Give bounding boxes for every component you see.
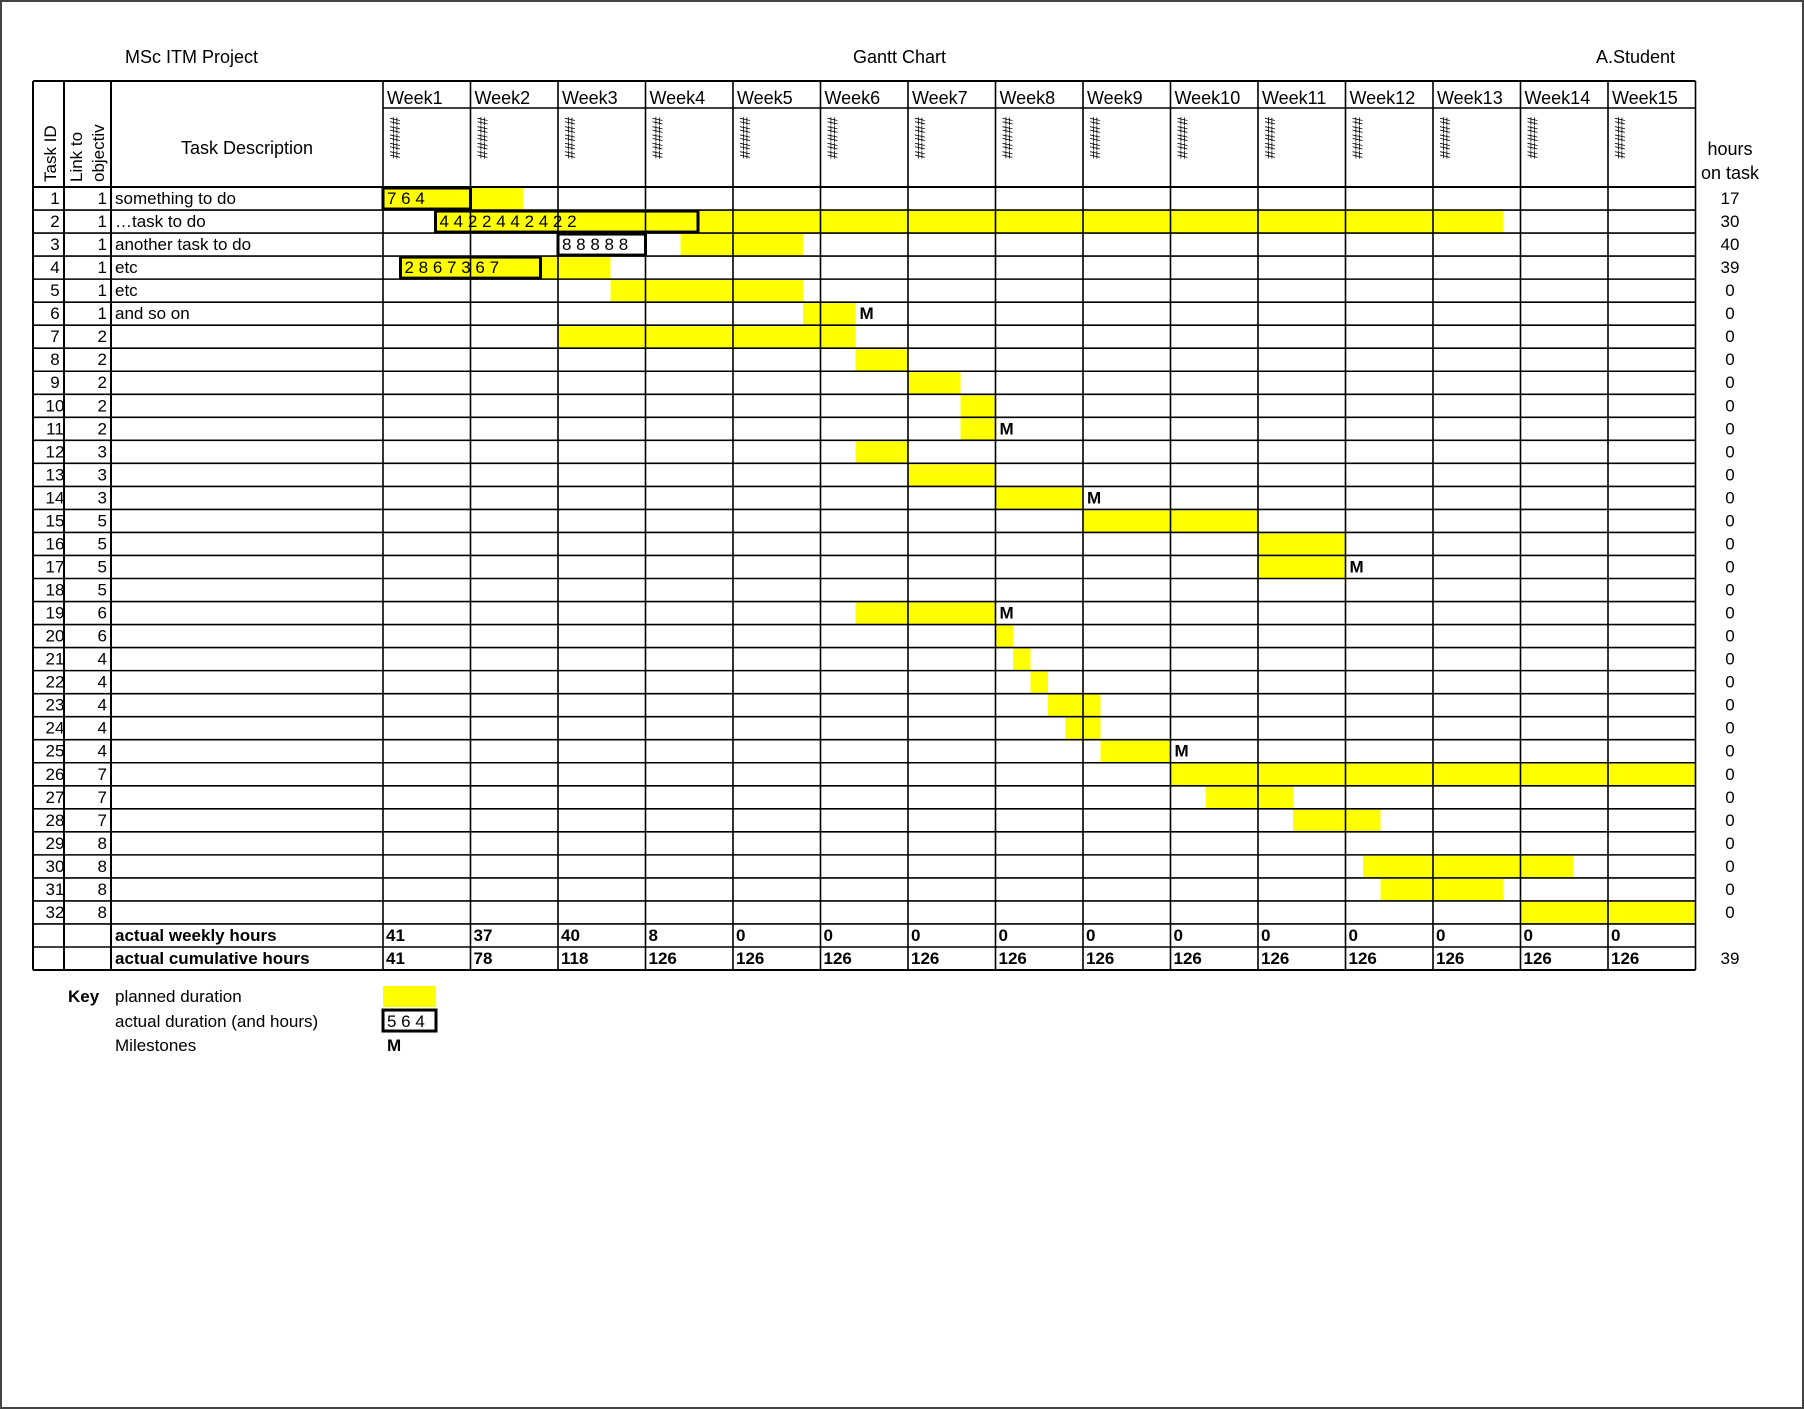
week-date-placeholder: #####: [911, 117, 928, 159]
cumulative-hours-value: 41: [386, 948, 405, 968]
week-date-placeholder: #####: [823, 117, 841, 159]
task-link: 6: [97, 626, 107, 646]
task-hours: 0: [1725, 833, 1735, 853]
link-header: Link to: [67, 131, 86, 182]
week-header: Week13: [1437, 88, 1503, 108]
planned-bar-task-11: [961, 418, 996, 440]
task-id: 19: [45, 603, 65, 623]
task-hours: 0: [1725, 879, 1735, 899]
task-id: 2: [50, 212, 60, 232]
task-id: 29: [45, 833, 65, 853]
weekly-hours-value: 0: [1173, 925, 1183, 945]
planned-bar-task-23: [1048, 695, 1101, 717]
task-hours: 0: [1725, 488, 1735, 508]
planned-bar-task-28: [1293, 810, 1381, 832]
task-id: 11: [46, 419, 64, 439]
task-description: …task to do: [115, 212, 206, 232]
task-hours: 0: [1725, 810, 1735, 830]
cumulative-hours-value: 126: [1261, 948, 1290, 968]
planned-bar-task-17: [1258, 556, 1346, 578]
task-link: 4: [97, 741, 107, 761]
task-hours: 0: [1725, 373, 1735, 393]
planned-bar-task-22: [1031, 672, 1049, 694]
milestone-marker: M: [1087, 488, 1102, 508]
weekly-hours-value: 0: [823, 925, 833, 945]
planned-bars: [383, 188, 1696, 1007]
week-date-placeholder: #####: [473, 117, 491, 159]
task-id: 23: [45, 695, 65, 715]
planned-bar-task-10: [961, 395, 996, 417]
week-header: Week7: [912, 88, 968, 108]
planned-bar-task-3: [681, 234, 804, 256]
task-hours: 40: [1720, 235, 1740, 255]
week-header: Week4: [649, 88, 706, 108]
key-title: Key: [68, 987, 100, 1007]
planned-bar-task-12: [856, 441, 909, 463]
task-hours: 0: [1725, 580, 1735, 600]
week-header: Week15: [1612, 88, 1678, 108]
planned-bar-task-7: [558, 326, 856, 348]
task-link: 5: [97, 580, 107, 600]
week-date-placeholder: #####: [1086, 117, 1103, 159]
planned-bar-task-19: [856, 603, 996, 625]
hours-header-line2: on task: [1700, 163, 1760, 183]
task-description: another task to do: [115, 235, 252, 255]
task-id: 6: [50, 304, 60, 324]
task-id: 4: [50, 258, 60, 278]
task-link: 2: [97, 327, 107, 347]
chart-title: Gantt Chart: [853, 47, 947, 67]
task-hours: 0: [1725, 902, 1735, 922]
weekly-hours-value: 40: [561, 925, 580, 945]
task-id: 13: [45, 465, 65, 485]
week-date-placeholder: #####: [386, 117, 403, 159]
task-id: 32: [45, 902, 65, 922]
task-link: 4: [97, 718, 107, 738]
task-id-header: Task ID: [41, 125, 60, 182]
cumulative-hours-value: 126: [648, 948, 677, 968]
task-link: 7: [97, 764, 107, 784]
week-date-placeholder: #####: [1173, 117, 1191, 159]
cumulative-hours-value: 126: [911, 948, 940, 968]
cumulative-hours-value: 126: [998, 948, 1027, 968]
task-id: 3: [50, 235, 60, 255]
week-date-placeholder: #####: [1436, 117, 1453, 159]
task-description: etc: [115, 281, 138, 301]
actual-hours: 8 8 8 8 8: [562, 235, 629, 255]
planned-bar-task-14: [996, 487, 1084, 509]
task-link: 5: [97, 511, 107, 531]
task-description-header: Task Description: [180, 138, 314, 158]
task-hours: 0: [1725, 672, 1735, 692]
planned-bar-task-20: [996, 626, 1014, 648]
week-date-placeholder: #####: [736, 117, 753, 159]
week-header: Week1: [387, 88, 443, 108]
task-link: 1: [97, 235, 107, 255]
planned-bar-task-2: [436, 211, 1504, 233]
task-hours: 0: [1725, 603, 1735, 623]
key-actual-label: actual duration (and hours): [115, 1012, 319, 1032]
key-actual-sample: 5 6 4: [387, 1012, 425, 1032]
task-id: 8: [50, 350, 60, 370]
milestone-marker: M: [1349, 557, 1364, 577]
task-hours: 0: [1725, 741, 1735, 761]
task-hours: 0: [1725, 327, 1735, 347]
hours-header: hours: [1707, 139, 1753, 159]
task-hours: 30: [1720, 212, 1740, 232]
task-id: 22: [45, 672, 65, 692]
week-header: Week5: [737, 88, 793, 108]
week-header: Week9: [1087, 88, 1143, 108]
task-link: 5: [97, 534, 107, 554]
task-link: 3: [97, 465, 107, 485]
task-id: 14: [45, 488, 65, 508]
task-id: 15: [45, 511, 65, 531]
task-id: 9: [50, 373, 60, 393]
planned-bar-task-9: [908, 372, 961, 394]
task-link: 3: [97, 488, 107, 508]
cumulative-hours-value: 118: [561, 948, 589, 968]
task-id: 21: [45, 649, 65, 669]
week-header: Week3: [562, 88, 618, 108]
planned-bar-task-31: [1381, 879, 1504, 901]
week-date-placeholder: #####: [648, 117, 666, 159]
week-header: Week8: [999, 88, 1056, 108]
weekly-hours-value: 41: [386, 925, 405, 945]
planned-bar-task-30: [1363, 856, 1573, 878]
link-header-line2: objectiv: [89, 124, 108, 182]
task-hours: 0: [1725, 626, 1735, 646]
task-id: 31: [45, 879, 65, 899]
task-hours: 0: [1725, 764, 1735, 784]
weekly-hours-value: 0: [998, 925, 1008, 945]
task-hours: 0: [1725, 695, 1735, 715]
actual-hours: 2 8 6 7 3 6 7: [404, 258, 500, 278]
task-id: 26: [45, 764, 65, 784]
weekly-hours-value: 0: [1523, 925, 1533, 945]
task-link: 2: [97, 350, 107, 370]
week-date-placeholder: #####: [1523, 117, 1541, 159]
task-link: 4: [97, 672, 107, 692]
task-id: 25: [45, 741, 65, 761]
week-header: Week6: [824, 88, 881, 108]
task-hours: 0: [1725, 442, 1735, 462]
weekly-hours-value: 0: [1348, 925, 1358, 945]
task-link: 1: [97, 212, 107, 232]
task-link: 2: [97, 419, 107, 439]
task-hours: 0: [1725, 281, 1735, 301]
task-id: 18: [45, 580, 65, 600]
cumulative-hours-value: 126: [1173, 948, 1202, 968]
task-link: 6: [97, 603, 107, 623]
planned-bar-task-25: [1101, 741, 1171, 763]
cumulative-hours-value: 126: [1436, 948, 1465, 968]
task-hours: 0: [1725, 787, 1735, 807]
task-id: 24: [45, 718, 65, 738]
task-link: 1: [97, 189, 107, 208]
task-hours: 0: [1725, 511, 1735, 531]
project-title: MSc ITM Project: [125, 47, 259, 67]
task-link: 3: [97, 442, 107, 462]
task-hours: 0: [1725, 419, 1735, 439]
cumulative-hours-value: 126: [1523, 948, 1552, 968]
weekly-hours-value: 0: [1611, 925, 1621, 945]
task-hours: 0: [1725, 304, 1735, 324]
weekly-hours-value: 0: [736, 925, 746, 945]
task-id: 1: [50, 189, 60, 208]
task-id: 5: [50, 281, 60, 301]
planned-bar-task-16: [1258, 533, 1346, 555]
task-id: 27: [45, 787, 65, 807]
week-date-placeholder: #####: [998, 117, 1016, 159]
planned-bar-task-5: [611, 280, 804, 302]
task-hours: 0: [1725, 350, 1735, 370]
task-description: etc: [115, 258, 138, 278]
week-header: Week2: [474, 88, 531, 108]
milestone-marker: M: [999, 419, 1014, 439]
task-link: 7: [97, 810, 107, 830]
milestone-marker: M: [859, 304, 874, 324]
cumulative-hours-label: actual cumulative hours: [115, 948, 310, 968]
author-name: A.Student: [1596, 47, 1676, 67]
week-header: Week10: [1174, 88, 1241, 108]
task-link: 7: [97, 787, 107, 807]
task-link: 1: [97, 304, 107, 324]
week-date-placeholder: #####: [1348, 117, 1366, 159]
week-header: Week11: [1262, 88, 1327, 108]
task-link: 8: [97, 879, 107, 899]
task-hours: 0: [1725, 856, 1735, 876]
weekly-hours-value: 8: [648, 925, 658, 945]
cumulative-hours-value: 126: [823, 948, 852, 968]
task-hours: 0: [1725, 557, 1735, 577]
task-link: 1: [97, 281, 107, 301]
cumulative-hours-value: 126: [1086, 948, 1115, 968]
task-id: 12: [45, 442, 65, 462]
task-id: 17: [45, 557, 65, 577]
task-hours: 0: [1725, 649, 1735, 669]
task-id: 7: [50, 327, 60, 347]
week-date-placeholder: #####: [1261, 117, 1278, 159]
cumulative-hours-value: 78: [473, 948, 493, 968]
task-id: 10: [45, 396, 65, 416]
task-description: something to do: [115, 189, 236, 208]
weekly-hours-value: 0: [1436, 925, 1446, 945]
milestone-marker: M: [999, 603, 1014, 623]
task-id: 20: [45, 626, 65, 646]
planned-bar-task-6: [803, 303, 856, 325]
task-link: 4: [97, 695, 107, 715]
task-id: 28: [45, 810, 65, 830]
task-link: 2: [97, 396, 107, 416]
milestone-marker: M: [1174, 741, 1189, 761]
weekly-hours-value: 0: [1086, 925, 1096, 945]
key-milestone-symbol: M: [387, 1036, 402, 1056]
task-id: 16: [45, 534, 65, 554]
weekly-hours-value: 0: [1261, 925, 1271, 945]
key-planned-label: planned duration: [115, 987, 242, 1007]
actual-duration-boxes: [383, 188, 698, 1031]
cumulative-hours-value: 126: [1348, 948, 1377, 968]
task-link: 4: [97, 649, 107, 669]
hours-total: 39: [1720, 948, 1740, 968]
task-hours: 39: [1720, 258, 1740, 278]
task-link: 8: [97, 833, 107, 853]
key-planned-swatch: [383, 986, 436, 1007]
task-hours: 0: [1725, 534, 1735, 554]
task-link: 2: [97, 373, 107, 393]
task-link: 5: [97, 557, 107, 577]
task-id: 30: [45, 856, 65, 876]
week-date-placeholder: #####: [561, 117, 578, 159]
planned-bar-task-21: [1013, 649, 1031, 671]
actual-hours: 4 4 2 2 4 4 2 4 2 2: [439, 212, 577, 232]
weekly-hours-label: actual weekly hours: [115, 925, 277, 945]
task-link: 1: [97, 258, 107, 278]
weekly-hours-value: 37: [473, 925, 493, 945]
actual-hours: 7 6 4: [387, 189, 425, 208]
planned-bar-task-8: [856, 349, 909, 371]
task-link: 8: [97, 856, 107, 876]
cumulative-hours-value: 126: [1611, 948, 1640, 968]
task-hours: 0: [1725, 396, 1735, 416]
weekly-hours-value: 0: [911, 925, 921, 945]
task-link: 8: [97, 902, 107, 922]
week-header: Week12: [1349, 88, 1416, 108]
week-header: Week14: [1524, 88, 1591, 108]
task-hours: 0: [1725, 718, 1735, 738]
key-milestones-label: Milestones: [115, 1036, 197, 1056]
task-hours: 17: [1720, 189, 1740, 208]
cumulative-hours-value: 126: [736, 948, 765, 968]
task-description: and so on: [115, 304, 190, 324]
planned-bar-task-27: [1206, 787, 1294, 809]
planned-bar-task-13: [908, 464, 996, 486]
task-hours: 0: [1725, 465, 1735, 485]
week-date-placeholder: #####: [1611, 117, 1628, 159]
